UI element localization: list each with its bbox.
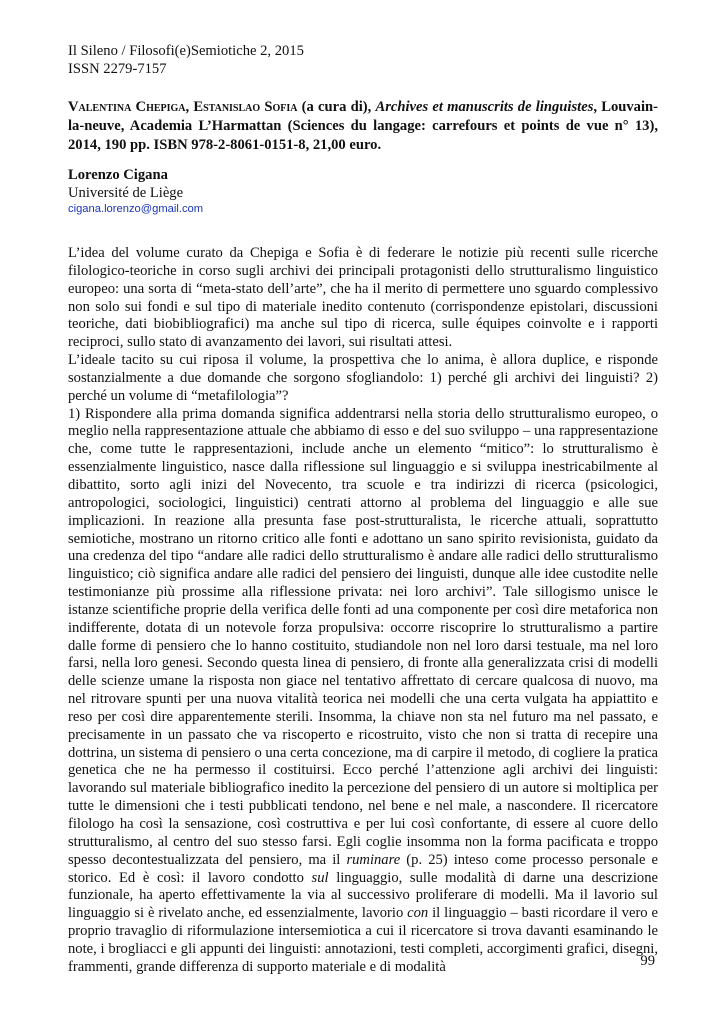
publication-details: , Louvain-la-neuve, Academia L’Harmattan (Sciences du langage: carrefours et points de vue n° 13), 2014, 190 pp. ISBN 978-2-8061-0151-8, 21,00 euro. [68, 99, 658, 153]
curated-by: (a cura di), [297, 99, 376, 115]
emphasis-ruminare: ruminare [346, 851, 401, 868]
author-email-link[interactable]: cigana.lorenzo@gmail.com [68, 203, 204, 215]
review-body [68, 245, 658, 977]
review-citation [68, 98, 658, 155]
book-title: Archives et manuscrits de linguistes [375, 99, 594, 115]
emphasis-sul: sul [311, 869, 329, 886]
paragraph-3-part-d: il linguaggio – basti ricordare il vero e proprio travaglio di riformulazione intersemiotica a cui il ricercatore si trova davanti esaminando le note, i brogliacci e gli appunti dei linguisti: annotazioni, testi completi, accorgimenti grafici, disegni, frammenti, grande differenza di supporto materiale e di modalità [68, 905, 658, 975]
review-author [68, 166, 203, 216]
emphasis-con: con [407, 905, 429, 922]
editor-name-1: Valentina Chepiga [68, 99, 186, 115]
paragraph-3-part-a: 1) Rispondere alla prima domanda significa addentrarsi nella storia dello strutturalismo europeo, o meglio nella rappresentazione attuale che abbiamo di esso e del suo sviluppo – una rappresentazione che, come tutte le rappresentazioni, include anche un elemento “mitico”: lo strutturalismo è essenzialmente linguistico, nasce dalla riflessione sul linguaggio e si sviluppa inestricabilmente al dibattito, sorto agli inizi del Novecento, tra scuole e tra indirizzi di ricerca (psicologici, antropologici, sociologici, linguistici) centrati attorno al problema del linguaggio e alle sue implicazioni. In reazione alla presunta fase post-strutturalista, le ricerche attuali, soprattutto semiotiche, mostrano un ritorno critico alle fonti e adottano un sano spirito revisionista, guidato da una credenza del tipo “andare alle radici dello strutturalismo è andare alle radici dello strutturalismo linguistico; ciò significa andare alle radici del pensiero dei linguisti, dunque alle idee custodite nelle testimonianze più prossime alla riflessione privata: nei loro archivi”. Tale sillogismo unisce le istanze scientifiche proprie della verifica delle fonti ad una componente per così dire metaforica non indifferente, dotata di un notevole forza propulsiva: occorre riscoprire lo strutturalismo a partire dalle forme di pensiero che lo hanno costituito, studiandole non nel loro darsi testuale, ma nel loro farsi, nella loro genesi. Secondo questa linea di pensiero, di fronte alla generalizzata crisi di modelli delle scienze umane la risposta non giace nel tentativo affrettato di cercare qualcosa di nuovo, ma nel ritrovare spunti per una nuova vitalità teorica nei modelli che una certa vulgata ha appiattito e reso per così dire apparentemente sterili. Insomma, la chiave non sta nel futuro ma nel passato, e precisamente in un passato che va riscoperto e ricostruito, visto che non si tratta di recepire una dottrina, un sistema di pensiero o una certa concezione, ma di carpire il metodo, di cogliere la pratica genetica che ne ha permesso il costituirsi. Ecco perché l’attenzione agli archivi dei linguisti: lavorando sul materiale bibliografico inedito la percezione del pensiero di un autore si moltiplica per tutte le dimensioni che i testi pubblicati tendono, nel bene e nel male, a nascondere. Il ricercatore filologo ha così la sensazione, così costruttiva e per lui così confortante, di essere al cuore dello strutturalismo, al centro del suo stesso farsi. Egli coglie insomma non la forma pacificata e troppo spesso decontestualizzata del pensiero, ma il [68, 405, 659, 868]
paragraph-3 [68, 406, 658, 977]
page-number: 99 [640, 953, 655, 969]
author-affiliation: Université de Liège [68, 185, 184, 201]
journal-title: Il Sileno / Filosofi(e)Semiotiche 2, 2015 [68, 43, 304, 59]
paragraph-3-part-b: (p. 25) inteso come processo personale e storico. Ed è così: il lavoro condotto [68, 851, 658, 886]
paragraph-2: L’ideale tacito su cui riposa il volume, la prospettiva che lo anima, è allora duplice, e risponde sostanzialmente a due domande che sorgono sfogliandolo: 1) perché gli archivi dei linguisti? 2) perché un volume di “metafilologia”? [68, 352, 658, 404]
editor-separator: , [185, 99, 194, 115]
paragraph-3-part-c: linguaggio, sulle modalità di darne una descrizione funzionale, ha aperto effettivamente la via al successivo proliferare di modelli. Ma il lavorio sul linguaggio si è rivelato anche, ed essenzialmente, lavorio [68, 869, 658, 922]
journal-header [68, 42, 304, 78]
journal-issn: ISSN 2279-7157 [68, 61, 167, 77]
paragraph-1: L’idea del volume curato da Chepiga e Sofia è di federare le notizie più recenti sulle ricerche filologico-teoriche in corso sugli archivi dei principali protagonisti dello strutturalismo linguistico europeo: una sorta di “meta-stato dell’arte”, che ha il merito di permettere uno sguardo complessivo non solo sui fondi e sul tipo di materiale inedito contenuto (corrispondenze epistolari, discussioni teoriche, dati biobibliografici) ma anche sul tipo di ricerca, sulle équipes coinvolte e i rapporti reciproci, sullo stato di avanzamento dei lavori, sui risultati attesi. [68, 245, 658, 351]
author-name: Lorenzo Cigana [68, 167, 168, 183]
editor-name-2: Estanislao Sofia [193, 99, 298, 115]
